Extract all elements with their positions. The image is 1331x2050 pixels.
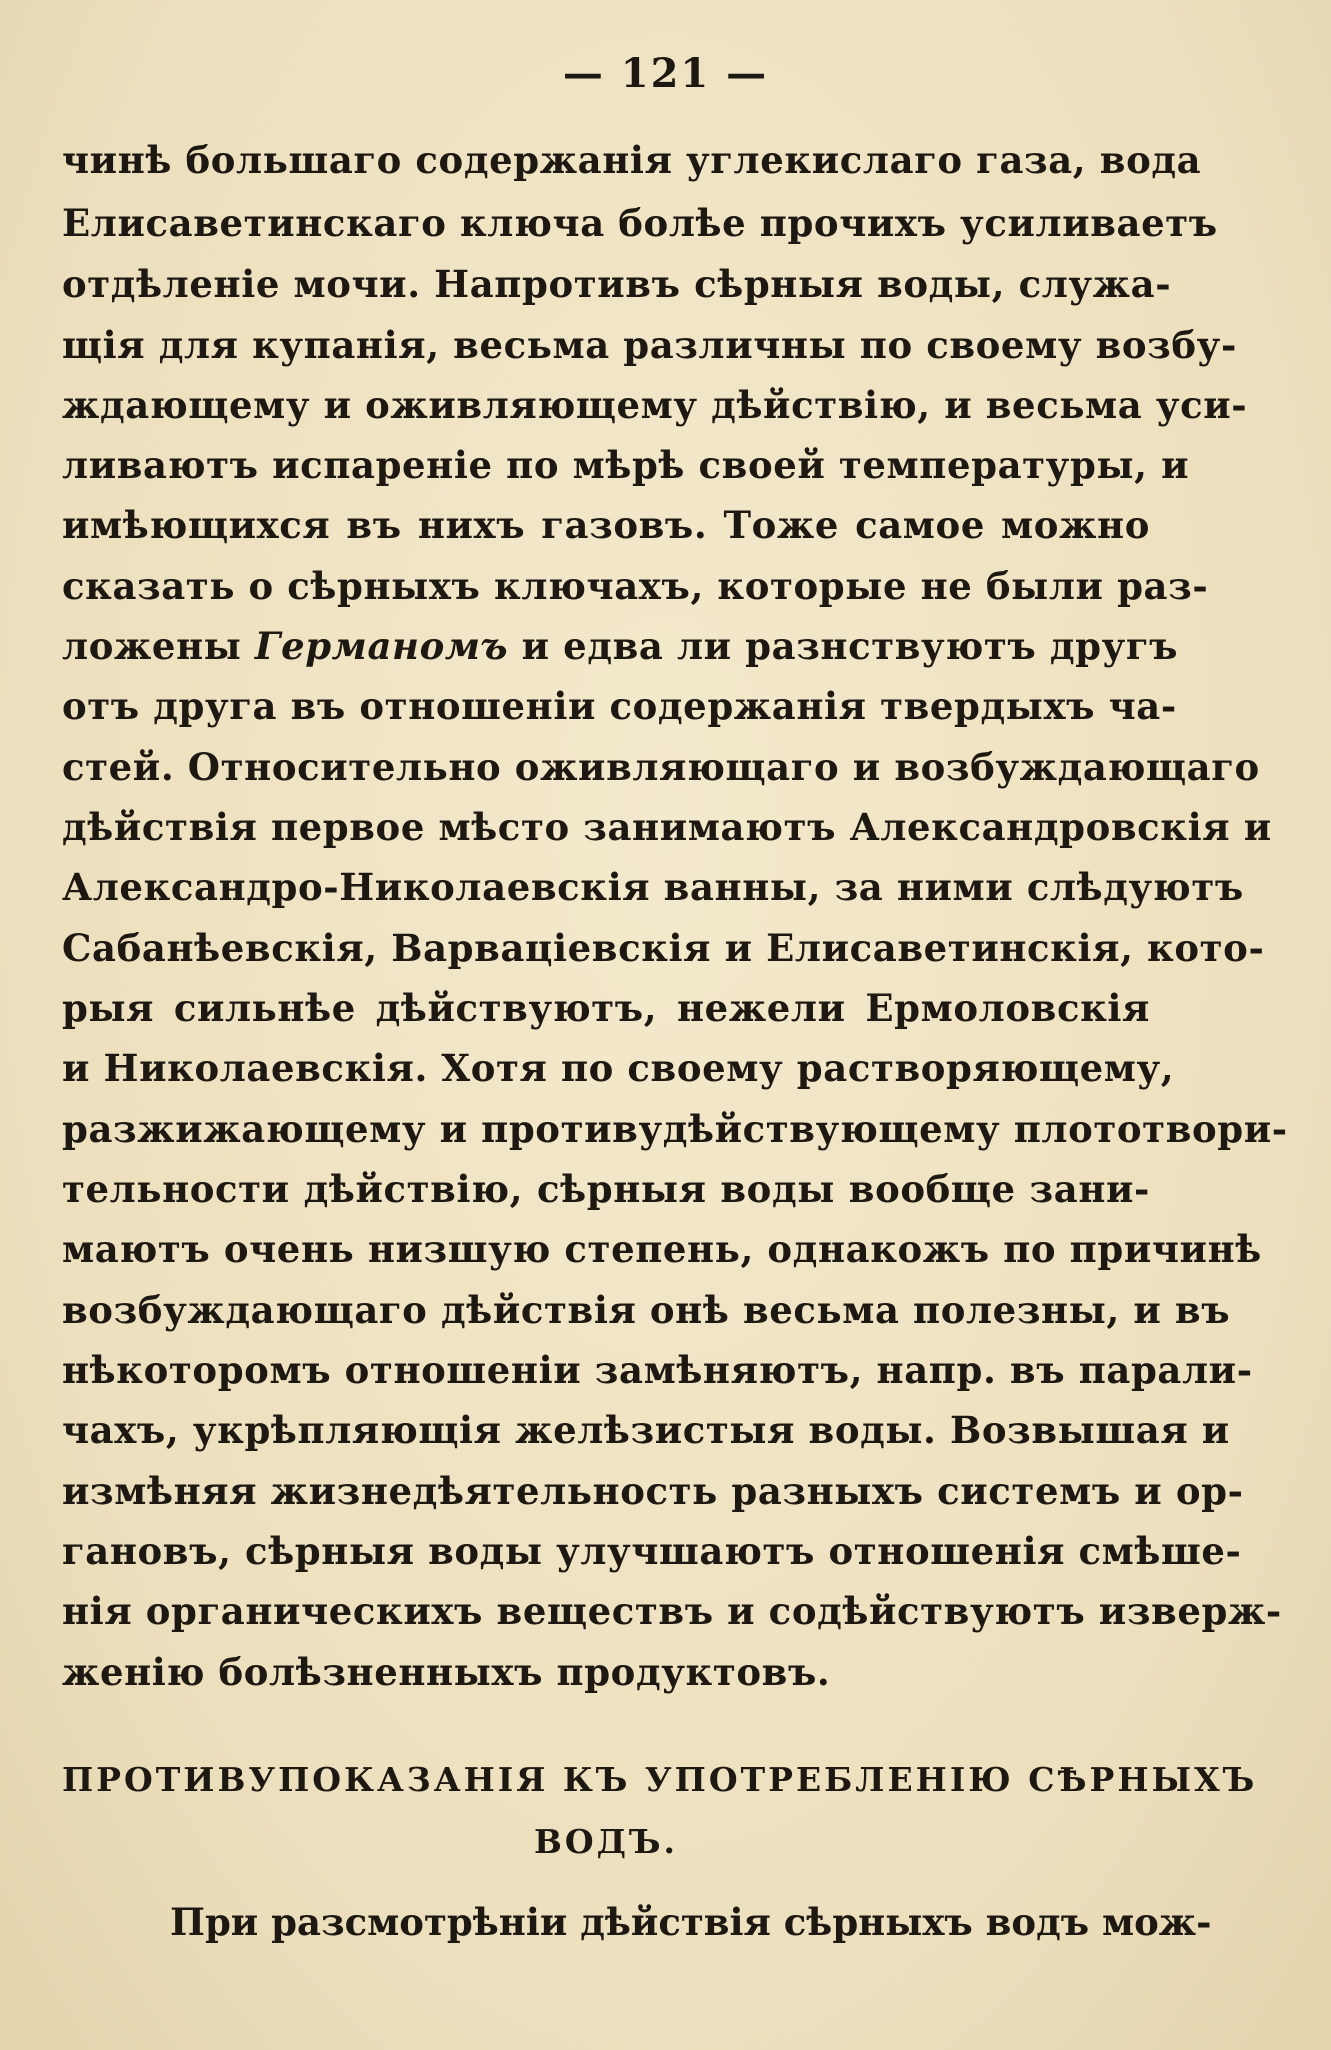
- text-line: стей. Относительно оживляющаго и возбуждающаго: [62, 745, 1260, 789]
- paragraph-first-line: При разсмотрѣніи дѣйствія сѣрныхъ водъ мож-: [170, 1900, 1212, 1944]
- italic-name: Германомъ: [254, 624, 509, 668]
- text-line: Александро-Николаевскія ванны, за ними слѣдуютъ: [62, 865, 1244, 909]
- text-line: нѣкоторомъ отношеніи замѣняютъ, напр. въ парали-: [62, 1348, 1253, 1392]
- text-line: сказать о сѣрныхъ ключахъ, которые не были раз-: [62, 564, 1209, 608]
- text-line: маютъ очень низшую степень, однакожъ по причинѣ: [62, 1227, 1262, 1271]
- text-line: ждающему и оживляющему дѣйствію, и весьма уси-: [62, 383, 1248, 427]
- text-line: возбуждающаго дѣйствія онѣ весьма полезны, и въ: [62, 1288, 1231, 1332]
- text-line: и Николаевскія. Хотя по своему растворяющему,: [62, 1046, 1175, 1090]
- text-line: гановъ, сѣрныя воды улучшаютъ отношенія смѣше-: [62, 1529, 1242, 1573]
- text-line: нія органическихъ веществъ и содѣйствуютъ изверж-: [62, 1589, 1282, 1633]
- text-line: Сабанѣевскія, Варваціевскія и Елисаветинскія, кото-: [62, 926, 1265, 970]
- text-line: отъ друга въ отношеніи содержанія твердыхъ ча-: [62, 684, 1177, 728]
- text-line: Елисаветинскаго ключа болѣе прочихъ усиливаетъ: [62, 201, 1218, 245]
- text-line: дѣйствія первое мѣсто занимаютъ Александровскія и: [62, 805, 1272, 849]
- text-line: имѣющихся въ нихъ газовъ. Тоже самое можно: [62, 503, 1150, 547]
- text-line-with-italic: [62, 618, 1179, 674]
- text-line: щія для купанія, весьма различны по своему возбу-: [62, 323, 1237, 367]
- text-line: тельности дѣйствію, сѣрныя воды вообще зани-: [62, 1167, 1150, 1211]
- page-number: — 121 —: [562, 50, 769, 97]
- text-line: чахъ, укрѣпляющія желѣзистыя воды. Возвышая и: [62, 1408, 1230, 1452]
- text-line: рыя сильнѣе дѣйствуютъ, нежели Ермоловскія: [62, 986, 1150, 1030]
- text-segment: и едва ли разнствуютъ другъ: [508, 624, 1179, 668]
- section-heading-continued: ВОДЪ.: [533, 1822, 679, 1861]
- text-line: разжижающему и противудѣйствующему плототвори-: [62, 1107, 1288, 1151]
- text-line: ливаютъ испареніе по мѣрѣ своей температуры, и: [62, 443, 1190, 487]
- text-line: измѣняя жизнедѣятельность разныхъ системъ и ор-: [62, 1469, 1244, 1513]
- text-line: женію болѣзненныхъ продуктовъ.: [62, 1650, 831, 1694]
- text-line: отдѣленіе мочи. Напротивъ сѣрныя воды, служа-: [62, 262, 1172, 306]
- text-line: чинѣ большаго содержанія углекислаго газа, вода: [62, 138, 1202, 182]
- text-segment: ложены: [62, 624, 255, 668]
- section-heading: ПРОТИВУПОКАЗАНІЯ КЪ УПОТРЕБЛЕНІЮ СѢРНЫХЪ: [62, 1760, 1258, 1799]
